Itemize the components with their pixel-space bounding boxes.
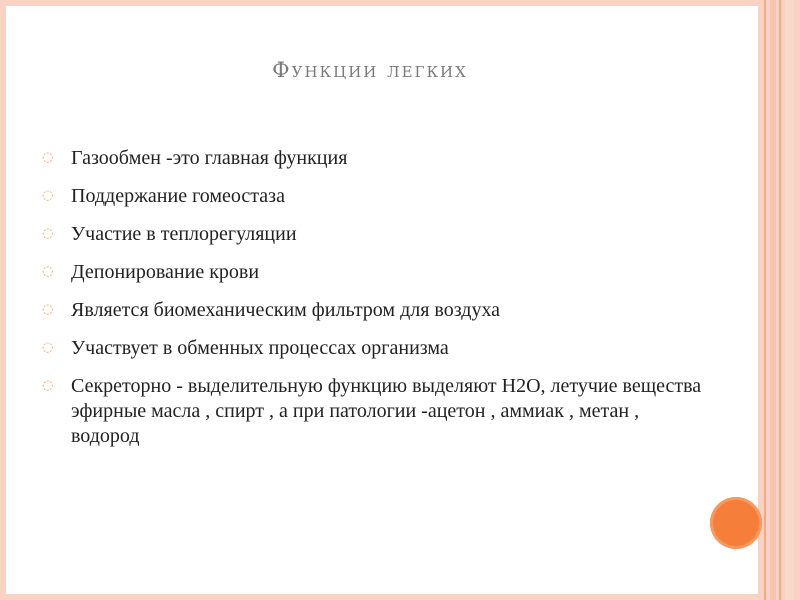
accent-circle-icon — [710, 497, 762, 549]
decorative-stripe — [779, 0, 781, 600]
bullet-text: Газообмен -это главная функция — [71, 147, 348, 169]
bullet-text: Участвует в обменных процессах организма — [71, 337, 449, 359]
bullet-item — [42, 298, 702, 323]
bullet-icon: ◌ — [42, 378, 54, 393]
bullet-icon: ◌ — [42, 150, 54, 165]
bullet-item — [42, 336, 702, 361]
bullet-item — [42, 260, 702, 285]
bullet-icon: ◌ — [42, 226, 54, 241]
bullet-text: Депонирование крови — [71, 261, 260, 283]
decorative-stripe — [785, 0, 794, 600]
bullet-text: Участие в теплорегуляции — [71, 223, 297, 245]
bullet-icon: ◌ — [42, 302, 54, 317]
bullet-item — [42, 222, 702, 247]
bullet-text: Секреторно - выделительную функцию выделяют Н2О, летучие вещества эфирные масла , спирт , а при патологии -ацетон , аммиак , метан , водород — [71, 375, 702, 447]
bullet-text: Является биомеханическим фильтром для воздуха — [71, 299, 501, 321]
bullet-text: Поддержание гомеостаза — [71, 185, 285, 207]
decorative-stripe — [770, 0, 776, 600]
bullet-icon: ◌ — [42, 340, 54, 355]
bullet-item — [42, 374, 702, 449]
bullet-icon: ◌ — [42, 264, 54, 279]
bullet-icon: ◌ — [42, 188, 54, 203]
bullet-item — [42, 184, 702, 209]
slide-title: Функции легких — [272, 58, 468, 82]
bullet-list — [42, 146, 702, 462]
decorative-stripe — [764, 0, 766, 600]
bullet-item — [42, 146, 702, 171]
